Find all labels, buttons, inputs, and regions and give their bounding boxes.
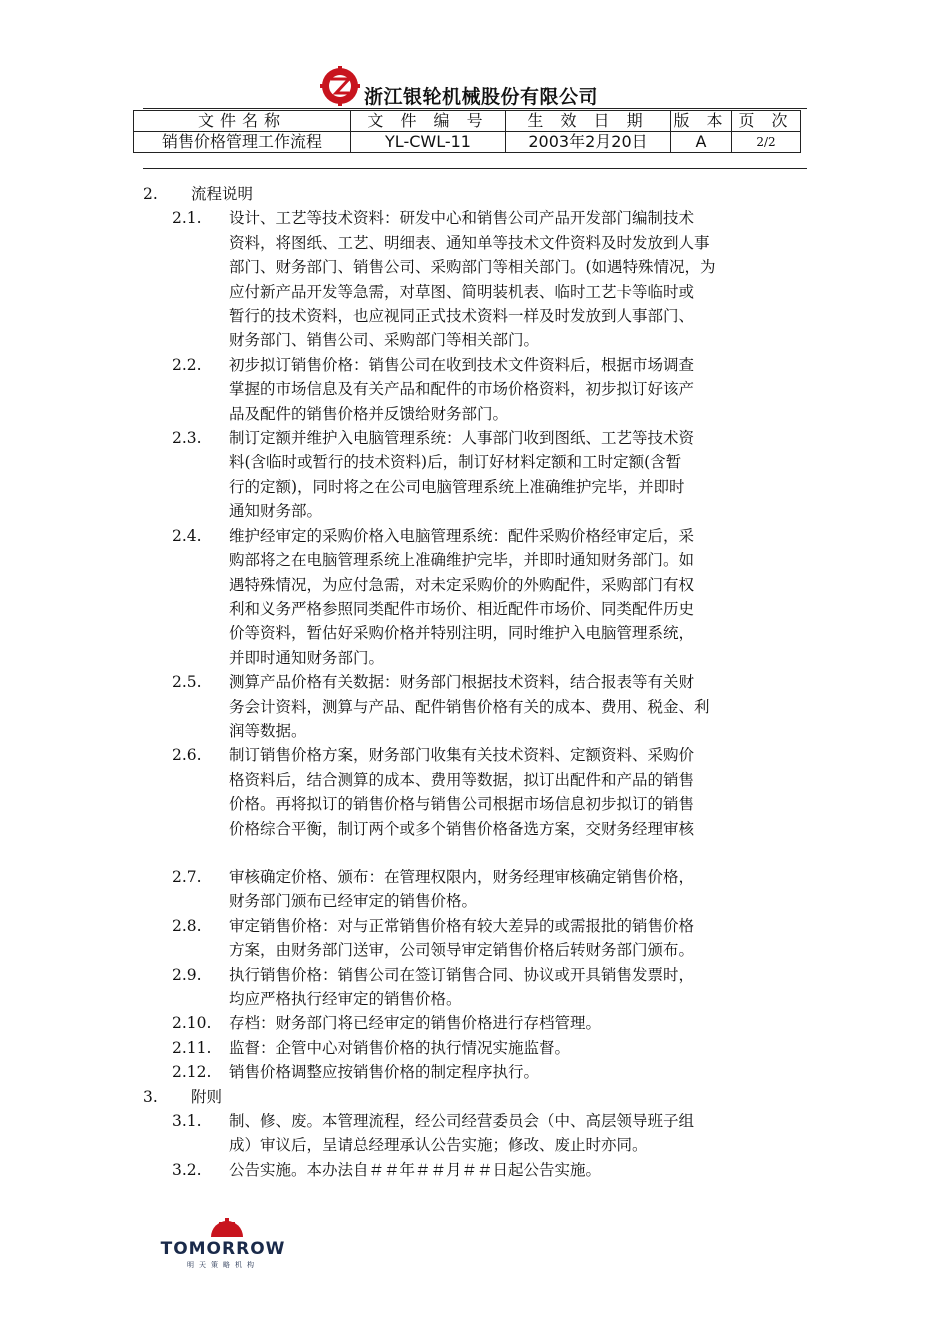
- section-heading: [143, 182, 823, 206]
- clause-item: [143, 524, 823, 670]
- clause-text: [229, 743, 811, 841]
- clause-line: 监督：企管中心对销售价格的执行情况实施监督。: [229, 1038, 571, 1057]
- section-number: 3.: [143, 1087, 158, 1106]
- clause-number: 2.1.: [172, 209, 202, 228]
- clause-item: [143, 865, 823, 914]
- clause-line: 公告实施。本办法自＃＃年＃＃月＃＃日起公告实施。: [229, 1160, 602, 1179]
- clause-line: 应付新产品开发等急需，对草图、简明装机表、临时工艺卡等临时或: [229, 282, 695, 301]
- company-header: [320, 64, 598, 108]
- clause-number: 2.9.: [172, 965, 202, 984]
- clause-line: 执行销售价格：销售公司在签订销售合同、协议或开具销售发票时，: [229, 965, 695, 984]
- clause-text: [229, 914, 811, 963]
- document-body: [143, 182, 823, 1182]
- clause-line: 审定销售价格：对与正常销售价格有较大差异的或需报批的销售价格: [229, 916, 695, 935]
- clause-line: 财务部门、销售公司、采购部门等相关部门。: [229, 331, 540, 350]
- clause-line: 务会计资料，测算与产品、配件销售价格有关的成本、费用、税金、利: [229, 697, 710, 716]
- tomorrow-logo-icon: [143, 1210, 303, 1270]
- clause-line: 均应严格执行经审定的销售价格。: [229, 990, 462, 1008]
- clause-text: [229, 963, 811, 1012]
- clause-number: 2.4.: [172, 526, 202, 545]
- company-name: 浙江银轮机械股份有限公司: [364, 85, 599, 108]
- clause-line: 初步拟订销售价格：销售公司在收到技术文件资料后，根据市场调查: [229, 355, 695, 374]
- clause-item: [143, 1011, 823, 1035]
- clause-item: [143, 1158, 823, 1182]
- clause-line: 通知财务部。: [229, 502, 323, 521]
- clause-line: 制订销售价格方案，财务部门收集有关技术资料、定额资料、采购价: [229, 746, 695, 765]
- clause-line: 价格。再将拟订的销售价格与销售公司根据市场信息初步拟订的销售: [229, 795, 695, 814]
- clause-text: [229, 1158, 811, 1182]
- clause-line: 购部将之在电脑管理系统上准确维护完毕，并即时通知财务部门。如: [229, 551, 695, 570]
- header-value-row: [134, 132, 801, 153]
- footer-brand-cn: 明天策略机构: [187, 1261, 259, 1269]
- clause-text: [229, 1036, 811, 1060]
- clause-text: [229, 1109, 811, 1158]
- clause-item: [143, 963, 823, 1012]
- section-number: 2.: [143, 185, 158, 203]
- value-page: 2/2: [732, 132, 801, 153]
- clause-number: 2.7.: [172, 867, 202, 886]
- clause-line: 利和义务严格参照同类配件市场价、相近配件市场价、同类配件历史: [229, 599, 695, 618]
- clause-number: 2.10.: [172, 1014, 212, 1033]
- clause-text: [229, 524, 811, 670]
- label-page: 页 次: [732, 111, 801, 132]
- clause-line: 制订定额并维护入电脑管理系统：人事部门收到图纸、工艺等技术资: [229, 429, 695, 448]
- clause-item: [143, 206, 823, 352]
- clause-item: [143, 1060, 823, 1084]
- footer-brand: TOMORROW: [160, 1239, 286, 1259]
- clause-line: 方案，由财务部门送审，公司领导审定销售价格后转财务部门颁布。: [229, 941, 695, 960]
- clause-item: [143, 914, 823, 963]
- clause-line: 销售价格调整应按销售价格的制定程序执行。: [229, 1063, 540, 1082]
- clause-line: 品及配件的销售价格并反馈给财务部门。: [229, 404, 509, 423]
- value-effective-date: 2003年2月20日: [506, 132, 671, 153]
- clause-item: [143, 670, 823, 743]
- clause-line: 存档：财务部门将已经审定的销售价格进行存档管理。: [229, 1014, 602, 1033]
- document-header-table: [133, 110, 801, 153]
- value-doc-no: YL-CWL-11: [351, 132, 506, 153]
- clause-line: 润等数据。: [229, 721, 307, 740]
- value-version: A: [671, 132, 732, 153]
- label-effective-date: 生 效 日 期: [506, 111, 671, 132]
- clause-number: 2.8.: [172, 916, 202, 935]
- clause-text: [229, 353, 811, 426]
- section-heading: [143, 1085, 823, 1109]
- clause-line: 遇特殊情况，为应付急需，对未定采购价的外购配件，采购部门有权: [229, 575, 695, 594]
- clause-item: [143, 1036, 823, 1060]
- label-doc-name: 文件名称: [134, 111, 351, 132]
- header-bottom-rule: [143, 168, 807, 169]
- clause-text: [229, 206, 811, 352]
- clause-number: 2.6.: [172, 746, 202, 765]
- clause-number: 3.1.: [172, 1112, 202, 1131]
- clause-number: 2.2.: [172, 355, 202, 374]
- clause-line: 财务部门颁布已经审定的销售价格。: [229, 892, 478, 911]
- clause-text: [229, 426, 811, 524]
- clause-line: 料(含临时或暂行的技术资料)后，制订好材料定额和工时定额(含暂: [229, 453, 682, 472]
- clause-line: 资料，将图纸、工艺、明细表、通知单等技术文件资料及时发放到人事: [229, 233, 710, 252]
- clause-line: 并即时通知财务部门。: [229, 648, 385, 667]
- clause-line: 维护经审定的采购价格入电脑管理系统：配件采购价格经审定后，采: [229, 526, 695, 545]
- value-doc-name: 销售价格管理工作流程: [134, 132, 351, 153]
- clause-line: 行的定额)，同时将之在公司电脑管理系统上准确维护完毕，并即时: [229, 477, 685, 496]
- clause-line: 掌握的市场信息及有关产品和配件的市场价格资料，初步拟订好该产: [229, 380, 695, 399]
- clause-number: 2.3.: [172, 429, 202, 448]
- clause-item: [143, 743, 823, 841]
- clause-line: 制、修、废。本管理流程，经公司经营委员会（中、高层领导班子组: [229, 1112, 695, 1131]
- clause-number: 2.5.: [172, 673, 202, 692]
- clause-number: 2.12.: [172, 1063, 212, 1082]
- company-logo-icon: [320, 66, 360, 106]
- blank-line: [143, 841, 823, 865]
- clause-item: [143, 353, 823, 426]
- clause-text: [229, 1011, 811, 1035]
- clause-line: 设计、工艺等技术资料：研发中心和销售公司产品开发部门编制技术: [229, 209, 695, 228]
- clause-number: 2.11.: [172, 1038, 212, 1057]
- clause-text: [229, 865, 811, 914]
- section-title: 流程说明: [191, 185, 254, 203]
- label-doc-no: 文 件 编 号: [351, 111, 506, 132]
- clause-line: 价格综合平衡，制订两个或多个销售价格备选方案，交财务经理审核: [229, 819, 695, 838]
- header-label-row: [134, 111, 801, 132]
- clause-line: 部门、财务部门、销售公司、采购部门等相关部门。(如遇特殊情况，为: [229, 258, 716, 277]
- section-title: 附则: [191, 1087, 223, 1106]
- clause-line: 格资料后，结合测算的成本、费用等数据，拟订出配件和产品的销售: [229, 770, 695, 789]
- header-rule: [143, 108, 807, 109]
- clause-line: 审核确定价格、颁布：在管理权限内，财务经理审核确定销售价格，: [229, 867, 695, 886]
- clause-number: 3.2.: [172, 1160, 202, 1179]
- label-version: 版 本: [671, 111, 732, 132]
- clause-line: 测算产品价格有关数据：财务部门根据技术资料，结合报表等有关财: [229, 673, 695, 692]
- clause-item: [143, 426, 823, 524]
- clause-text: [229, 670, 811, 743]
- clause-line: 暂行的技术资料，也应视同正式技术资料一样及时发放到人事部门、: [229, 307, 695, 326]
- clause-item: [143, 1109, 823, 1158]
- clause-line: 成）审议后，呈请总经理承认公告实施；修改、废止时亦同。: [229, 1136, 648, 1155]
- clause-text: [229, 1060, 811, 1084]
- clause-line: 价等资料，暂估好采购价格并特别注明，同时维护入电脑管理系统，: [229, 624, 695, 643]
